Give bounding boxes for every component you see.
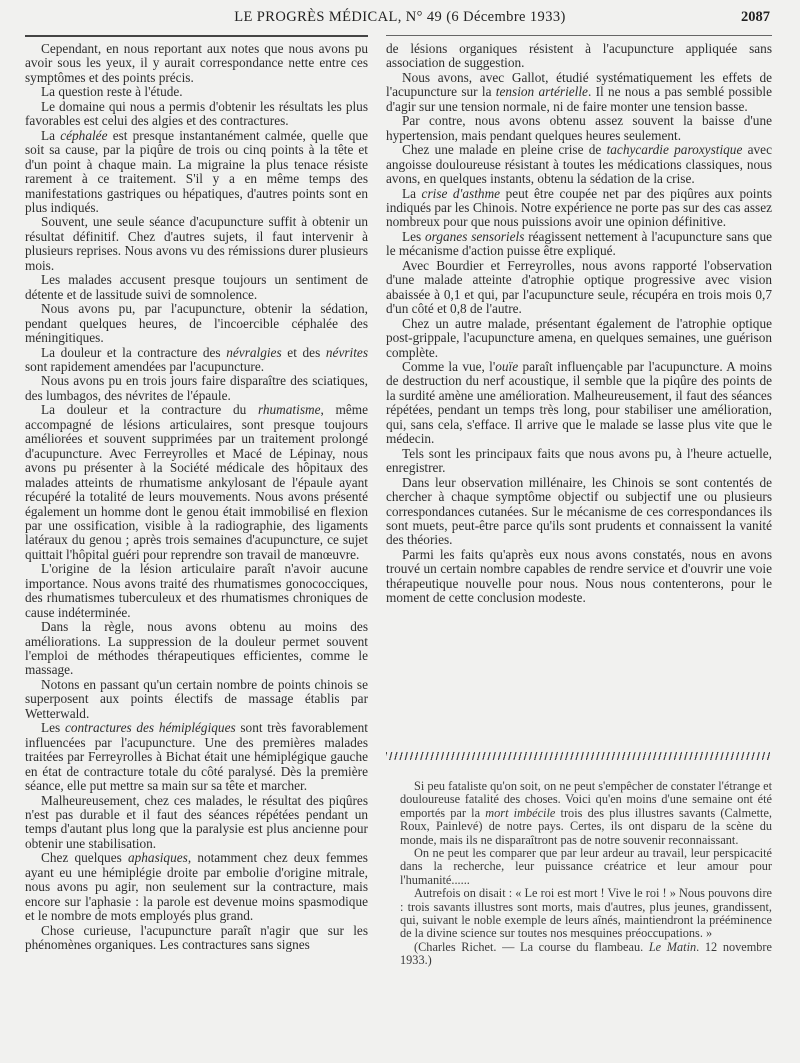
emphasis-text: ouïe [495,358,519,374]
header-rule-left [25,35,368,37]
paragraph [386,548,772,606]
paragraph-text: paraît influençable par l'acupuncture. A moins de destruction du nerf acoustique, il semble que la piqûre des points de la surdité amène une amélioration. Malheureusement, il faut des séances répétées, pendant un temps très long, pour stabiliser une amélioration, qui, sans cela, s'efface. Il arrive que le malade se lasse plus vite que le médecin. [386,358,772,447]
paragraph [386,230,772,259]
section-divider [386,752,772,760]
emphasis-text: crise d'asthme [421,185,501,201]
running-header [0,0,800,30]
paragraph-text: Chez un autre malade, présentant également de l'atrophie optique post-grippale, l'acupuncture amena, en quelques semaines, une guérison complète. [386,315,772,360]
paragraph-text: Les [402,228,426,244]
right-column [386,42,772,606]
paragraph-text: Autrefois on disait : « Le roi est mort ! Vive le roi ! » Nous pouvons dire : trois savants illustres sont morts, mais d'autres, plus jeunes, grandissent, qui, suivant le noble exemple de leurs aînés, maintiendront la prééminence de la divine science sur toutes nos mesquines préoccupations. » [400,886,772,941]
paragraph-text: Tels sont les principaux faits que nous avons pu, à l'heure actuelle, enregistrer. [386,445,772,476]
emphasis-text: aphasiques [127,850,188,866]
paragraph-text: Nous avons, avec Gallot, étudié systématiquement les effets de l'acupuncture sur la [386,69,772,100]
paragraph-text: trois des plus illustres savants (Calmette, Roux, Painlevé) de notre pays. Certes, ils ont disparu de la scène du monde, mais ils ne disparaîtront pas de notre souvenir reconnaissant. [400,805,772,847]
emphasis-text: mort imbécile [485,805,556,820]
paragraph-text: Dans la règle, nous avons obtenu au moins des améliorations. La suppression de la douleur permet souvent l'emploi de méthodes thérapeutiques efficientes, comme le massage. [25,619,368,678]
paragraph-text: réagissent nettement à l'acupuncture sans que le mécanisme d'action puisse être expliqué. [386,228,772,259]
paragraph-text: Parmi les faits qu'après eux nous avons constatés, nous en avons trouvé un certain nombre capables de rendre service et d'ouvrir une voie thérapeutique nouvelle pour nous. Nous nous contenterons, pour le moment de cette conclusion modeste. [386,546,772,606]
paragraph [400,941,772,968]
paragraph-text: La [402,185,422,201]
paragraph [386,476,772,548]
running-title: LE PROGRÈS MÉDICAL, N° 49 (6 Décembre 1933) [234,9,566,25]
paragraph-text: Dans leur observation millénaire, les Chinois se sont contentés de chercher à chaque symptôme objectif ou subjectif une ou plusieurs correspondances cutanées. Sur le mécanisme de ces correspondances ils sont muets, peut-être parce qu'ils sont prudents et connaissent la vanité des théories. [386,474,772,548]
paragraph-text: sont rapidement amendées par l'acupuncture. [25,358,265,374]
paragraph [386,187,772,230]
paragraph [386,447,772,476]
paragraph-text: On ne peut les comparer que par leur ardeur au travail, leur perspicacité dans la recherche, leur puissance créatrice et leur amour pour l'humanité...... [400,846,772,887]
paragraph-text: Si peu fataliste qu'on soit, on ne peut s'empêcher de constater l'étrange et douloureuse fatalité des choses. Voici qu'en moins d'une semaine ont été emportés par la [400,779,773,820]
paragraph [25,42,368,85]
paragraph [25,924,368,953]
paragraph-text: Le domaine qui nous a permis d'obtenir les résultats les plus favorables est celui des algies et des contractures. [25,98,368,129]
paragraph [25,100,368,129]
paragraph [386,114,772,143]
paragraph [25,403,368,562]
paragraph [386,42,772,71]
paragraph [400,780,772,847]
paragraph [25,851,368,923]
editorial-note [400,780,772,968]
paragraph-text: La douleur et la contracture du [41,402,258,418]
paragraph [25,794,368,852]
paragraph-text: L'origine de la lésion articulaire paraît n'avoir aucune importance. Nous avons traité des rhumatismes gonococciques, des rhumatismes tuberculeux et des rhumatismes chroniques de cause indéterminée. [25,561,368,620]
paragraph-text: Avec Bourdier et Ferreyrolles, nous avons rapporté l'observation d'une malade atteinte d'atrophie optique progressive avec vision abaissée à 0,1 et qui, par l'acupuncture seule, récupéra en trois mois 0,7 d'un côté et 0,8 de l'autre. [386,257,772,317]
paragraph-text: Cependant, en nous reportant aux notes que nous avons pu avoir sous les yeux, il y aurait correspondance nette entre ces symptômes et des points précis. [25,41,368,85]
paragraph-text: . 12 novembre 1933.) [400,939,772,968]
paragraph [400,847,772,887]
paragraph [25,215,368,273]
paragraph-text: et des [281,344,326,360]
paragraph [25,85,368,99]
page-number: 2087 [741,9,770,25]
paragraph-text: Souvent, une seule séance d'acupuncture suffit à obtenir un résultat définitif. Chez d'autres sujets, il faut intervenir à plusieurs reprises. Nous avons vu des rémissions durer plusieurs mois. [25,214,368,273]
paragraph-text: sont très favorablement influencées par l'acupuncture. Une des premières malades traitées par Ferreyrolles à Bichat était une hémiplégique gauche en état de contracture totale du côté paralysé. Dès la première séance, elle put mettre sa main sur sa tête et marcher. [25,720,368,794]
emphasis-text: Le Matin [648,939,697,954]
paragraph [25,721,368,793]
paragraph [25,374,368,403]
paragraph-text: Chez quelques [41,850,128,866]
emphasis-text: tension artérielle [495,84,588,100]
paragraph [386,360,772,447]
paragraph-text: Par contre, nous avons obtenu assez souvent la baisse d'une hypertension, mais pendant quelques heures seulement. [386,113,772,143]
paragraph [25,302,368,345]
paragraph-text: La douleur et la contracture des [41,344,227,360]
paragraph-text: Notons en passant qu'un certain nombre de points chinois se superposent aux points électifs de massage établis par Wetterwald. [25,676,368,721]
emphasis-text: contractures des hémiplégiques [64,720,236,736]
paragraph [25,620,368,678]
paragraph [386,259,772,317]
paragraph [25,129,368,216]
paragraph [25,678,368,721]
left-column [25,42,368,953]
emphasis-text: organes sensoriels [425,228,525,244]
paragraph-text: peut être coupée net par des piqûres aux points indiqués par les Chinois. Notre expérience ne porte pas sur des cas assez nombreux pour que nous puissions avoir une opinion définitive. [386,185,772,230]
paragraph-text: Comme la vue, l' [402,358,496,374]
paragraph-text: La question reste à l'étude. [41,84,183,100]
paragraph-text: Malheureusement, chez ces malades, le résultat des piqûres n'est pas durable et il faut des séances répétées pendant un temps d'autant plus long que la paralysie est plus ancienne pour obtenir une stabilisation. [25,792,368,851]
paragraph-text: . Il ne nous a pas semblé possible d'agir sur une tension normale, ni de faire monter une tension basse. [386,84,772,114]
paragraph-text: avec angoisse douloureuse résistant à toutes les médications classiques, nous avons, en quelques instants, obtenu la sédation de la crise. [386,142,772,187]
paragraph-text: La [41,127,61,143]
paragraph-text: Nous avons pu en trois jours faire disparaître des sciatiques, des lumbagos, des névrites de l'épaule. [25,373,368,403]
paragraph [400,887,772,941]
paragraph [386,317,772,360]
emphasis-text: céphalée [60,127,108,143]
paragraph-text: Chez une malade en pleine crise de [402,142,607,158]
emphasis-text: névralgies [226,344,282,360]
paragraph [386,143,772,186]
emphasis-text: névrites [325,344,368,360]
emphasis-text: rhumatisme [257,402,321,418]
paragraph-text: Nous avons pu, par l'acupuncture, obtenir la sédation, pendant quelques heures, de l'incoercible céphalée des méningitiques. [25,301,368,346]
paragraph-text: est presque instantanément calmée, quelle que soit sa cause, par la piqûre de trois ou cinq points à la tête et d'un point à chaque main. La migraine la plus tenace résiste rarement à ce traitement. S'il y a en même temps des manifestations gastriques ou hépatiques, d'autres points sont en plus indiqués. [25,127,368,215]
paragraph-text: Les [41,720,65,736]
paragraph [25,562,368,620]
paragraph [386,71,772,114]
paragraph-text: Les malades accusent presque toujours un sentiment de détente et de lassitude suivi de somnolence. [25,272,368,302]
paragraph [25,273,368,302]
paragraph-text: , même accompagné de lésions articulaires, sont presque toujours améliorées et souvent supprimées par un traitement prolongé d'acupuncture. Avec Ferreyrolles et Macé de Lépinay, nous avons pu présenter à la Société médicale des hôpitaux des malades atteints de rhumatisme ankylosant de l'épaule ayant récupéré la totalité de leurs mouvements. Nous avons présenté également un homme dont le genou était immobilisé en flexion par une ossification, visible à la radiographie, des ligaments latéraux du genou ; après trois semaines d'acupuncture, ce sujet quittait l'hôpital guéri pour reprendre son travail de manœuvre. [25,402,368,562]
emphasis-text: tachycardie paroxystique [606,142,743,158]
paragraph-text: Chose curieuse, l'acupuncture paraît n'agir que sur les phénomènes organiques. Les contractures sans signes [25,922,368,953]
paragraph-text: de lésions organiques résistent à l'acupuncture appliquée sans association de suggestion. [386,41,772,71]
paragraph-text: (Charles Richet. — La course du flambeau. [414,939,649,954]
paragraph-text: , notamment chez deux femmes ayant eu une hémiplégie droite par embolie d'origine mitrale, nous avons pu agir, non seulement sur la contracture, mais encore sur l'aphasie : la parole est devenue moins spasmodique et le nombre de mots employés plus grand. [25,850,368,924]
header-rule-right [386,35,772,36]
paragraph [25,346,368,375]
